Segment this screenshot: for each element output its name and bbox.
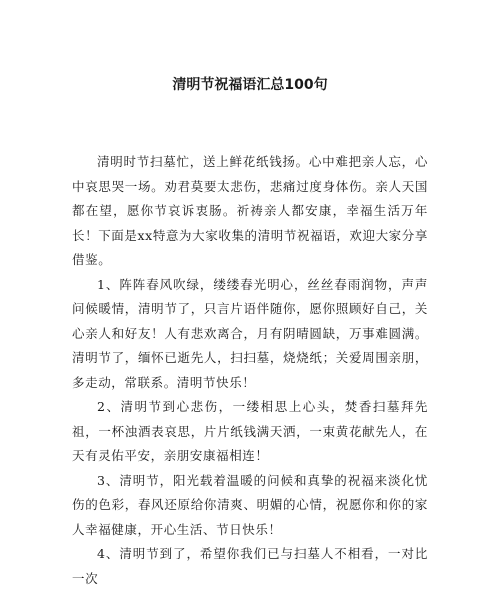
paragraph-2: 2、清明节到心悲伤，一缕相思上心头，焚香扫墓拜先祖，一杯浊酒表哀思，片片纸钱满天洒，一束黄花献先人，在天有灵佑平安，亲朋安康福相连！ — [72, 399, 428, 463]
paragraph-1: 1、阵阵春风吹绿，缕缕春光明心，丝丝春雨润物，声声问候暖情，清明节了，只言片语伴随你，愿你照顾好自己，关心亲人和好友！人有悲欢离合，月有阴晴圆缺，万事难圆满。清明节了，缅怀已逝先人，扫扫墓，烧烧纸；关爱周围亲朋，多走动，常联系。清明节快乐！ — [72, 276, 428, 390]
paragraph-4: 4、清明节到了，希望你我们已与扫墓人不相看，一对比一次 — [72, 546, 428, 586]
document-body — [72, 150, 428, 591]
document-title: 清明节祝福语汇总100句 — [172, 77, 328, 93]
paragraph-intro: 清明时节扫墓忙，送上鲜花纸钱扬。心中难把亲人忘，心中哀思哭一场。劝君莫要太悲伤，悲痛过度身体伤。亲人天国都在望，愿你节哀诉衷肠。祈祷亲人都安康，幸福生活万年长！下面是xx特意为大家收集的清明节祝福语，欢迎大家分享借鉴。 — [72, 154, 428, 267]
paragraph-3: 3、清明节，阳光载着温暖的问候和真挚的祝福来淡化忧伤的色彩，春风还原给你清爽、明媚的心情，祝愿你和你的家人幸福健康，开心生活、节日快乐！ — [72, 472, 428, 537]
